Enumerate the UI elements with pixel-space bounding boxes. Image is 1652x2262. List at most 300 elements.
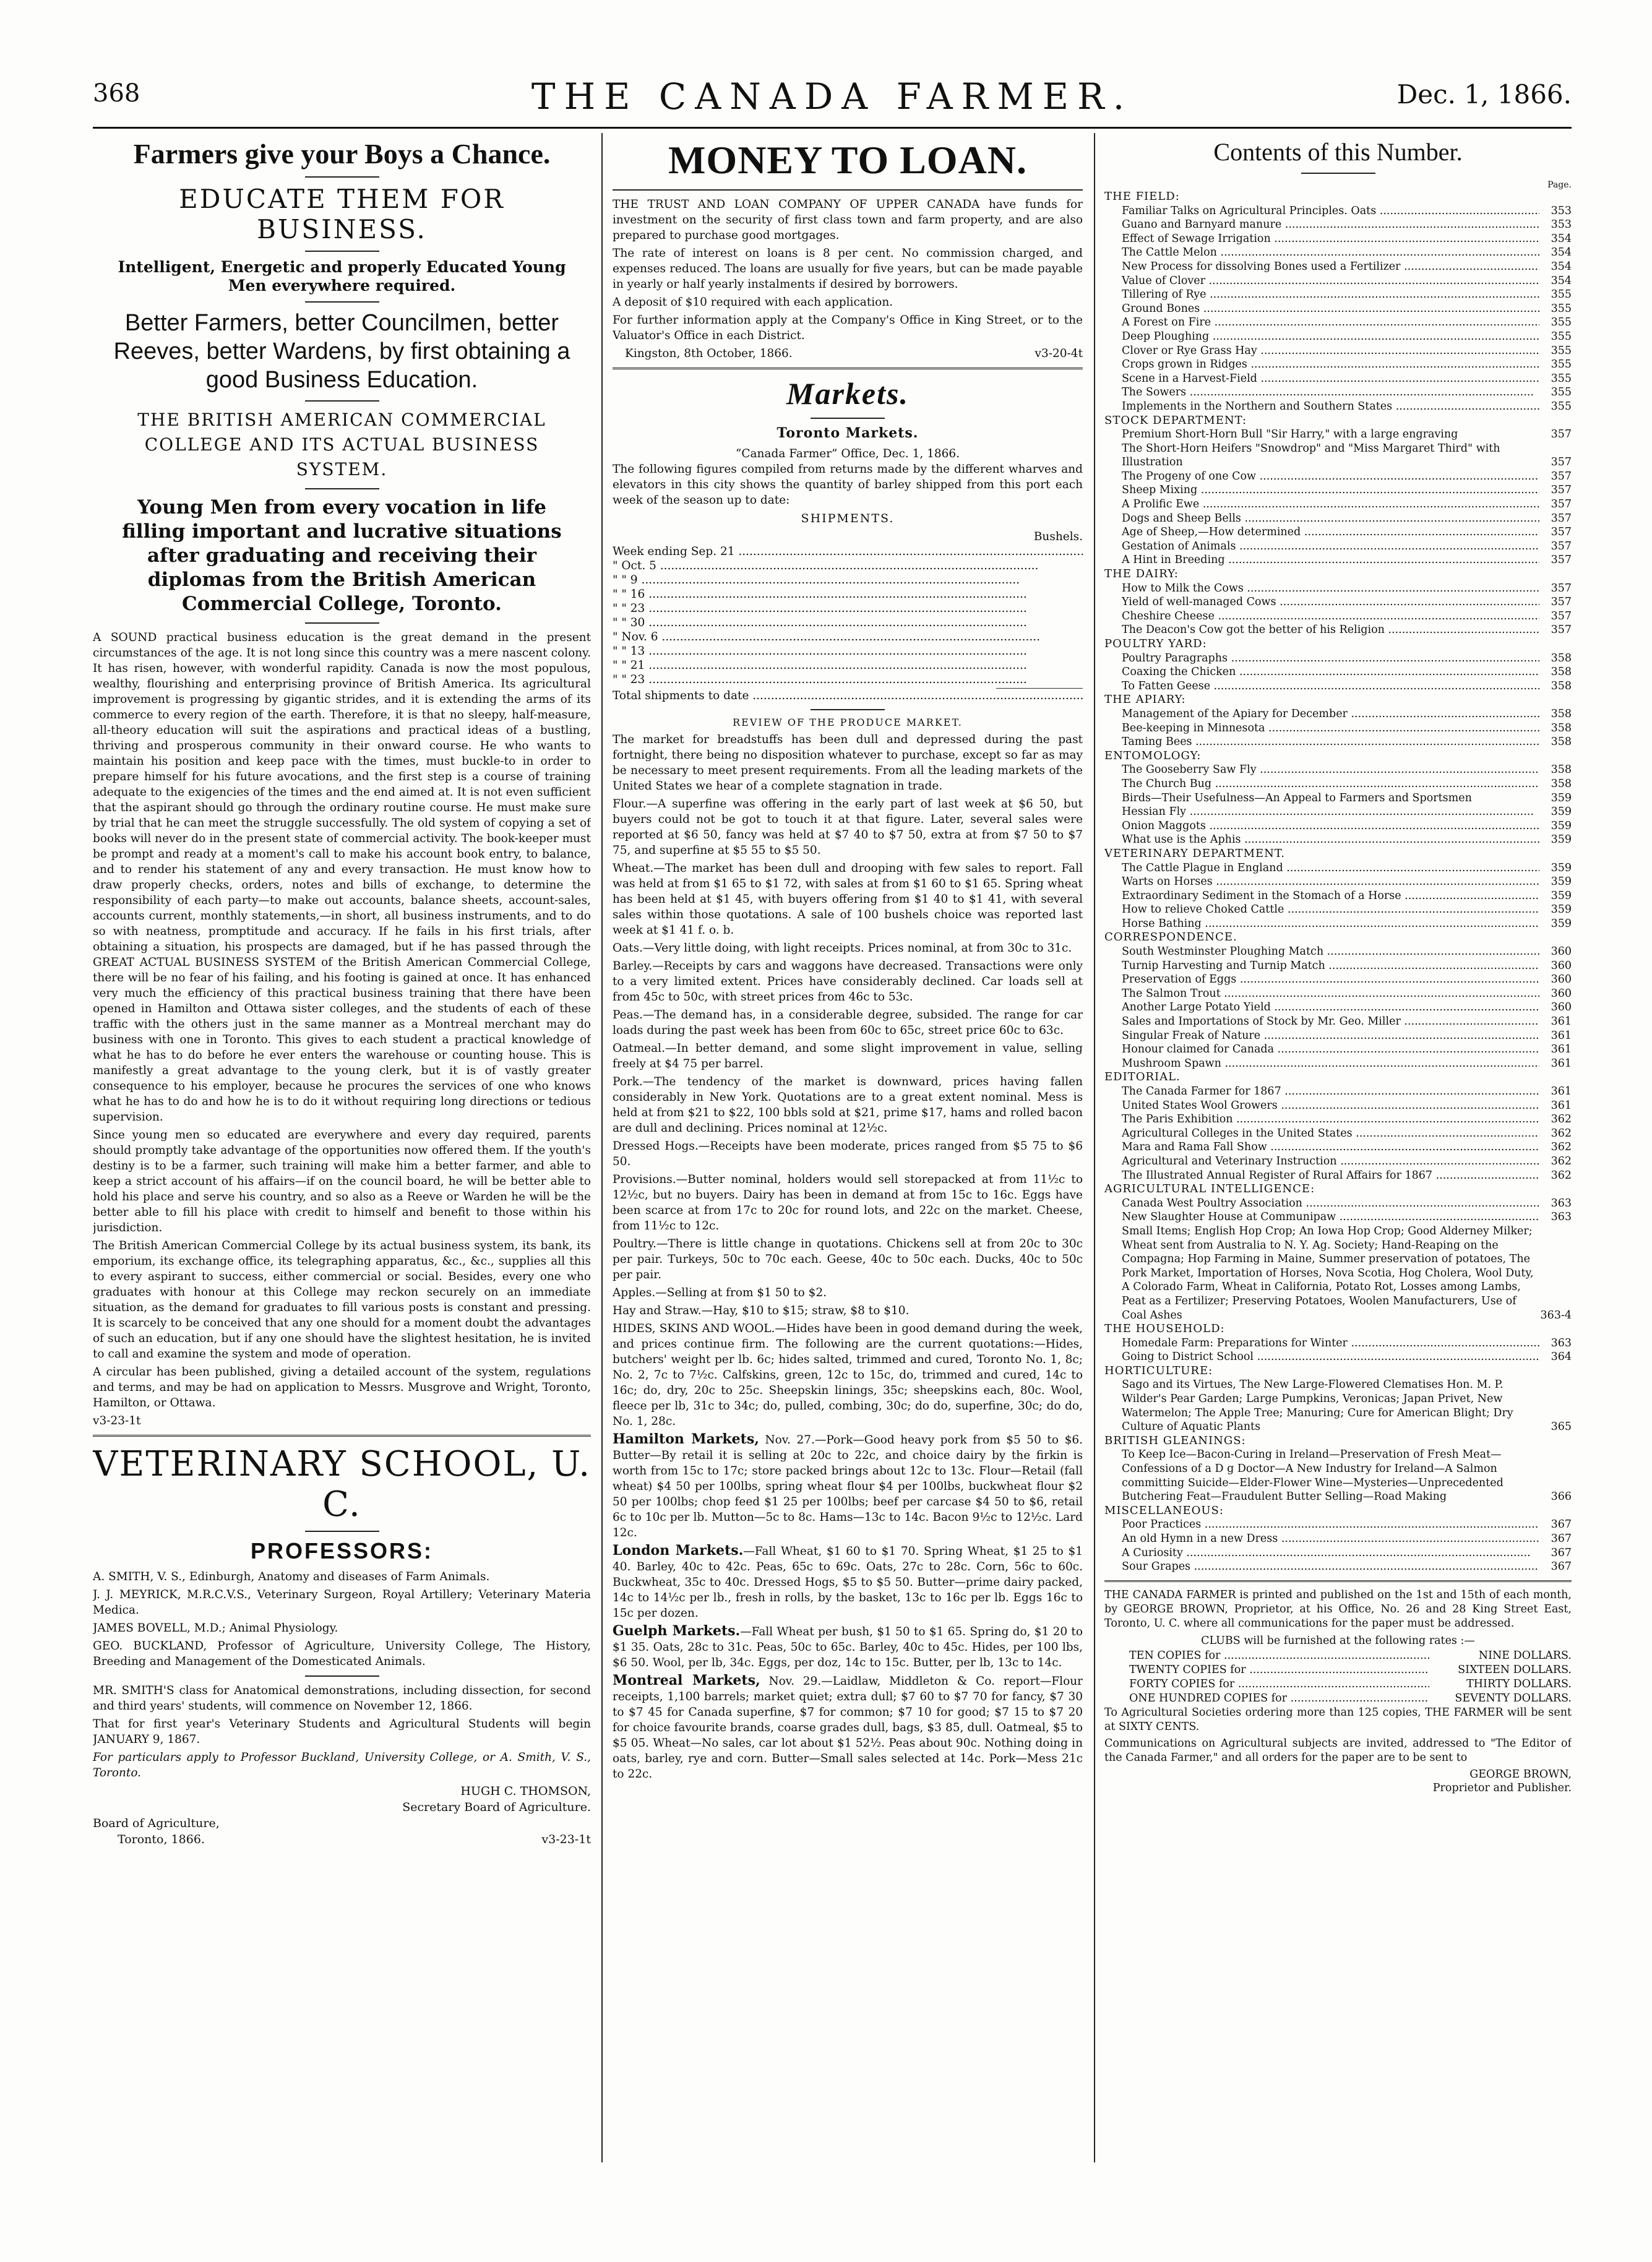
contents-entry-title: How to Milk the Cows ..... bbox=[1104, 582, 1539, 596]
contents-entry-title: Warts on Horses ..... bbox=[1104, 875, 1539, 889]
loan-paragraph: A deposit of $10 required with each application. bbox=[613, 296, 893, 309]
review-wheat: Wheat.—The market has been dull and drooping with few sales to report. Fall was held at from $1 65 to $1 72, with sales at from $1 60 to $1 65. Spring wheat has been held at $1 45, with buyers offering from $1 40 to $1 41, with several sales within those quotations. A sale of 100 bushels choice was reported last week at $1 41 f. o. b. bbox=[613, 862, 1083, 937]
contents-entry-title: The Cattle Plague in England ..... bbox=[1104, 861, 1539, 875]
review-apples: Apples.—Selling at from $1 50 to $2. bbox=[613, 1286, 827, 1299]
societies-note: To Agricultural Societies ordering more than 125 copies, THE FARMER will be sent at SIXTY CENTS. bbox=[1104, 1706, 1572, 1733]
divider bbox=[305, 622, 379, 624]
contents-section-heading: MISCELLANEOUS: bbox=[1104, 1503, 1224, 1517]
shipment-week: " " 23 ..... bbox=[613, 601, 1083, 616]
contents-entry-page: 355 bbox=[1551, 400, 1572, 413]
contents-entry-page: 361 bbox=[1551, 1029, 1572, 1042]
hamilton-markets bbox=[613, 1432, 1083, 1541]
contents-entry-title: Honour claimed for Canada ..... bbox=[1104, 1043, 1539, 1057]
table-row bbox=[613, 689, 1083, 703]
rate-copies: ONE HUNDRED COPIES for ..... bbox=[1104, 1692, 1429, 1706]
contents-section-heading: THE APIARY: bbox=[1104, 693, 1186, 707]
contents-entry-title: Sago and its Virtues, The New Large-Flowered Clematises Hon. M. P. Wilder's Pear Garden; Large Pumpkins, Veronicas; Japan Privet, New Watermelon; The Apple Tree; Manuring; Cure for American Blight; Dry Culture of Aquatic Plants bbox=[1122, 1378, 1513, 1434]
page-header bbox=[93, 75, 1572, 123]
review-paragraph: The market for breadstuffs has been dull and depressed during the past fortnight, there being no disposition whatever to purchase, except so far as may be necessary to meet present requirements. From all the leading markets of the United States we hear of a complete stagnation in trade. bbox=[613, 733, 1083, 793]
contents-entry-title: Birds—Their Usefulness—An Appeal to Farmers and Sportsmen bbox=[1122, 791, 1472, 804]
contents-entry-page: 359 bbox=[1551, 875, 1572, 888]
contents-entry-page: 362 bbox=[1551, 1141, 1572, 1154]
contents-entry-title: A Curiosity ..... bbox=[1104, 1546, 1539, 1560]
contents-entry-page: 357 bbox=[1551, 554, 1572, 567]
toronto-dateline: “Canada Farmer” Office, Dec. 1, 1866. bbox=[735, 447, 960, 460]
contents-section-heading: ENTOMOLOGY: bbox=[1104, 749, 1202, 762]
contents-entry-page: 355 bbox=[1551, 302, 1572, 315]
contents-entry bbox=[1104, 540, 1572, 554]
loan-paragraph: The rate of interest on loans is 8 per cent. No commission charged, and expenses reduced. The loans are usually for five years, but can be made payable in yearly or half yearly instalments if desired by borrowers. bbox=[613, 247, 1083, 291]
contents-entry bbox=[1104, 218, 1572, 232]
contents-entry-title: Guano and Barnyard manure ..... bbox=[1104, 218, 1539, 232]
review-peas: Peas.—The demand has, in a considerable degree, subsided. The range for car loads during the past week has been from 60c to 65c, street price 60c to 63c. bbox=[613, 1008, 1083, 1037]
educate-heading: EDUCATE THEM FOR BUSINESS. bbox=[179, 184, 505, 244]
contents-section-heading: THE FIELD: bbox=[1104, 190, 1180, 203]
publication-note: THE CANADA FARMER is printed and published on the 1st and 15th of each month, by GEORGE BROWN, Proprietor, at his Office, No. 26 and 28 King Street East, Toronto, U. C. where all communications for the paper must be addressed. bbox=[1104, 1588, 1572, 1630]
contents-entry-title: The Paris Exhibition ..... bbox=[1104, 1112, 1539, 1127]
contents-entry bbox=[1104, 385, 1572, 400]
contents-entry-page: 358 bbox=[1551, 666, 1572, 679]
contents-entry-page: 359 bbox=[1551, 819, 1572, 832]
publisher-name: GEORGE BROWN, bbox=[1469, 1768, 1572, 1781]
contents-entry-title: Tillering of Rye ..... bbox=[1104, 288, 1539, 302]
rate-row bbox=[1104, 1677, 1572, 1692]
contents-entry bbox=[1104, 1197, 1572, 1211]
contents-entry-title: Horse Bathing ..... bbox=[1104, 917, 1539, 931]
contents-entry-page: 357 bbox=[1551, 526, 1572, 539]
table-row bbox=[613, 644, 1083, 658]
contents-entry bbox=[1104, 274, 1572, 288]
contents-entry-title: Canada West Poultry Association ..... bbox=[1104, 1197, 1539, 1211]
contents-entry-page: 355 bbox=[1551, 330, 1572, 343]
contents-title: Contents of this Number. bbox=[1213, 138, 1463, 166]
contents-entry bbox=[1104, 1448, 1572, 1503]
contents-entry-page: 363 bbox=[1551, 1197, 1572, 1210]
contents-entry-page: 366 bbox=[1551, 1490, 1572, 1503]
contents-entry-title: The Progeny of one Cow ..... bbox=[1104, 470, 1539, 484]
contents-entry bbox=[1104, 525, 1572, 540]
contents-entry bbox=[1104, 917, 1572, 931]
contents-entry-page: 354 bbox=[1551, 274, 1572, 287]
contents-entry bbox=[1104, 805, 1572, 819]
contents-section-heading: HORTICULTURE: bbox=[1104, 1364, 1213, 1377]
contents-entry-title: Coaxing the Chicken ..... bbox=[1104, 665, 1539, 679]
rate-row bbox=[1104, 1663, 1572, 1677]
contents-entry-title: Familiar Talks on Agricultural Principles. Oats ..... bbox=[1104, 204, 1539, 218]
column-divider-2 bbox=[1094, 133, 1095, 2162]
money-to-loan-title: MONEY TO LOAN. bbox=[668, 138, 1027, 182]
contents-entry bbox=[1104, 400, 1572, 414]
contents-entry bbox=[1104, 889, 1572, 903]
professor-entry: JAMES BOVELL, M.D.; Animal Physiology. bbox=[93, 1622, 338, 1635]
divider bbox=[305, 301, 379, 303]
contents-entry-page: 353 bbox=[1551, 204, 1572, 217]
young-men-required: Intelligent, Energetic and properly Educated Young Men everywhere required. bbox=[118, 258, 566, 295]
contents-entry-page: 357 bbox=[1551, 456, 1572, 469]
contents-entry-page: 367 bbox=[1551, 1518, 1572, 1531]
contents-entry-title: The Canada Farmer for 1867 ..... bbox=[1104, 1085, 1539, 1099]
contents-entry-page: 355 bbox=[1551, 358, 1572, 371]
ad-reference: v3-20-4t bbox=[1035, 347, 1083, 360]
contents-entry-page: 359 bbox=[1551, 903, 1572, 916]
contents-entry-page: 361 bbox=[1551, 1099, 1572, 1112]
rate-copies: TEN COPIES for ..... bbox=[1104, 1649, 1429, 1663]
contents-section-heading: THE HOUSEHOLD: bbox=[1104, 1322, 1225, 1336]
divider bbox=[305, 1675, 379, 1677]
contents-entry bbox=[1104, 945, 1572, 959]
contents-entry-title: A Forest on Fire ..... bbox=[1104, 316, 1539, 330]
london-body: —Fall Wheat, $1 60 to $1 70. Spring Wheat, $1 25 to $1 40. Barley, 40c to 42c. Peas, 65c to 69c. Oats, 27c to 28c. Corn, 56c to 60c. Buckwheat, 35c to 40c. Dressed Hogs, $5 to $5 50. Butter—prime dairy packed, 14c to 14½c per lb., fresh in rolls, by the basket, 13c to 16c per lb. Eggs 16c to 15c per dozen. bbox=[613, 1545, 1083, 1620]
contents-entry bbox=[1104, 777, 1572, 791]
contents-entry-title: Agricultural and Veterinary Instruction ..... bbox=[1104, 1155, 1539, 1169]
review-oatmeal: Oatmeal.—In better demand, and some slight improvement in value, selling freely at $4 75 per barrel. bbox=[613, 1042, 1083, 1070]
review-hogs: Dressed Hogs.—Receipts have been moderate, prices ranged from $5 75 to $6 50. bbox=[613, 1140, 1083, 1168]
newspaper-title: THE CANADA FARMER. bbox=[531, 75, 1134, 118]
contents-entry-page: 359 bbox=[1551, 889, 1572, 902]
contents-entry bbox=[1104, 1532, 1572, 1546]
contents-entry-page: 362 bbox=[1551, 1155, 1572, 1168]
table-row bbox=[613, 616, 1083, 630]
contents-entry bbox=[1104, 330, 1572, 344]
table-row bbox=[613, 544, 1083, 559]
contents-entry bbox=[1104, 1518, 1572, 1532]
contents-entry-page: 360 bbox=[1551, 959, 1572, 972]
rate-price: SIXTEEN DOLLARS. bbox=[1458, 1663, 1572, 1676]
table-row bbox=[613, 673, 1083, 687]
contents-entry-title: How to relieve Choked Cattle ..... bbox=[1104, 903, 1539, 917]
shipment-week: " " 9 ..... bbox=[613, 573, 1083, 587]
contents-entry bbox=[1104, 721, 1572, 736]
contents-entry bbox=[1104, 1127, 1572, 1141]
header-rule bbox=[93, 127, 1572, 129]
contents-entry-title: The Short-Horn Heifers "Snowdrop" and "Miss Margaret Third" with Illustration bbox=[1122, 442, 1500, 469]
contents-entry bbox=[1104, 1112, 1572, 1127]
vet-paragraph: For particulars apply to Professor Buckland, University College, or A. Smith, V. S., Toronto. bbox=[93, 1751, 591, 1779]
contents-entry-page: 358 bbox=[1551, 777, 1572, 790]
contents-entry-page: 357 bbox=[1551, 498, 1572, 511]
bushels-label: Bushels. bbox=[1033, 530, 1083, 543]
contents-entry bbox=[1104, 1085, 1572, 1099]
contents-section-heading: VETERINARY DEPARTMENT. bbox=[1104, 846, 1285, 860]
loan-footer bbox=[613, 346, 1083, 361]
page-column-label: Page. bbox=[1547, 180, 1572, 190]
contents-entry bbox=[1104, 595, 1572, 609]
contents-entry-title: The Cattle Melon ..... bbox=[1104, 246, 1539, 260]
contents-entry-page: 367 bbox=[1551, 1560, 1572, 1573]
contents-entry-title: The Illustrated Annual Register of Rural Affairs for 1867 ..... bbox=[1104, 1169, 1539, 1183]
contents-entry-page: 367 bbox=[1551, 1533, 1572, 1545]
table-row bbox=[613, 587, 1083, 601]
contents-entry-page: 363-4 bbox=[1540, 1309, 1572, 1322]
contents-entry bbox=[1104, 1336, 1572, 1351]
divider bbox=[1301, 173, 1375, 174]
toronto-markets-heading: Toronto Markets. bbox=[777, 425, 919, 441]
guelph-body: —Fall Wheat per bush, $1 50 to $1 65. Spring do, $1 20 to $1 35. Oats, 28c to 31c. Peas, 50c to 65c. Barley, 40c to 45c. Hides, per 100 lbs, $6 50. Wool, per lb, 34c. Eggs, per doz, 14c to 15c. Butter, per lb, 13c to 14c. bbox=[613, 1625, 1083, 1669]
contents-entry-title: Crops grown in Ridges ..... bbox=[1104, 358, 1539, 372]
board-date-row bbox=[93, 1831, 591, 1847]
contents-entry-page: 360 bbox=[1551, 973, 1572, 986]
contents-section-heading: BRITISH GLEANINGS: bbox=[1104, 1434, 1246, 1447]
table-row bbox=[613, 630, 1083, 644]
publisher-title: Proprietor and Publisher. bbox=[1432, 1781, 1572, 1794]
contents-entry-title: Sales and Importations of Stock by Mr. Geo. Miller ..... bbox=[1104, 1015, 1539, 1029]
contents-entry-title: Preservation of Eggs ..... bbox=[1104, 973, 1539, 987]
contents-entry bbox=[1104, 707, 1572, 721]
contents-entry-title: Management of the Apiary for December ..... bbox=[1104, 707, 1539, 721]
contents-entry bbox=[1104, 1210, 1572, 1224]
review-flour: Flour.—A superfine was offering in the early part of last week at $6 50, but buyers could not be got to touch it at that figure. Later, several sales were reported at $6 50, fancy was held at $7 40 to $7 50, extra at from $7 50 to $7 75, and superfine at $5 55 to $5 50. bbox=[613, 798, 1083, 857]
contents-entry bbox=[1104, 652, 1572, 666]
contents-entry bbox=[1104, 735, 1572, 749]
shipments-table bbox=[613, 544, 1083, 687]
contents-entry-page: 355 bbox=[1551, 288, 1572, 301]
contents-entry bbox=[1104, 959, 1572, 973]
divider bbox=[613, 189, 1083, 191]
contents-entry-title: New Slaughter House at Communipaw ..... bbox=[1104, 1210, 1539, 1224]
contents-entry-page: 362 bbox=[1551, 1169, 1572, 1182]
contents-entry-title: The Gooseberry Saw Fly ..... bbox=[1104, 763, 1539, 777]
contents-entry-title: The Salmon Trout ..... bbox=[1104, 987, 1539, 1001]
column-divider-1 bbox=[601, 133, 603, 2162]
contents-entry-title: To Fatten Geese ..... bbox=[1104, 679, 1539, 694]
table-row bbox=[613, 573, 1083, 587]
contents-entry-title: Sheep Mixing ..... bbox=[1104, 483, 1539, 497]
contents-entry-title: Implements in the Northern and Southern States ..... bbox=[1104, 400, 1539, 414]
divider bbox=[305, 488, 379, 489]
montreal-markets bbox=[613, 1673, 1083, 1782]
contents-entry-title: Yield of well-managed Cows ..... bbox=[1104, 595, 1539, 609]
professor-entry: A. SMITH, V. S., Edinburgh, Anatomy and diseases of Farm Animals. bbox=[93, 1570, 490, 1583]
contents-section-heading: STOCK DEPARTMENT: bbox=[1104, 413, 1247, 427]
contents-entry bbox=[1104, 1546, 1572, 1560]
contents-entry bbox=[1104, 316, 1572, 330]
contents-entry-title: What use is the Aphis ..... bbox=[1104, 833, 1539, 847]
contents-entry-title: United States Wool Growers ..... bbox=[1104, 1099, 1539, 1113]
hamilton-heading: Hamilton Markets, bbox=[613, 1431, 759, 1447]
professor-entry: J. J. MEYRICK, M.R.C.V.S., Veterinary Surgeon, Royal Artillery; Veterinary Materia Medica. bbox=[93, 1588, 591, 1617]
ad-reference: v3-23-1t bbox=[93, 1414, 141, 1427]
board-location bbox=[93, 1815, 591, 1831]
loan-date: Kingston, 8th October, 1866. bbox=[625, 347, 793, 360]
contents-entry-title: Turnip Harvesting and Turnip Match ..... bbox=[1104, 959, 1539, 973]
contents-entry-title: South Westminster Ploughing Match ..... bbox=[1104, 945, 1539, 959]
contents-entry-page: 355 bbox=[1551, 386, 1572, 399]
contents-entry-page: 357 bbox=[1551, 540, 1572, 553]
contents-entry-title: Going to District School ..... bbox=[1104, 1350, 1539, 1364]
contents-entry-title: To Keep Ice—Bacon-Curing in Ireland—Preservation of Fresh Meat—Confessions of a D g Doctor—A New Industry for Ireland—A Salmon committing Suicide—Elder-Flower Wine—Mysteries—Unprecedented Butchering Feat—Fraudulent Butter Selling—Road Making bbox=[1122, 1448, 1504, 1503]
contents-section-heading: POULTRY YARD: bbox=[1104, 637, 1207, 650]
contents-entry bbox=[1104, 442, 1572, 470]
college-paragraph: Since young men so educated are everywhere and every day required, parents should promptly take advantage of the opportunities now offered them. If the youth's destiny is to be a farmer, such training will make him a better farmer, and able to keep a strict account of his affairs—if on the council board, he will be better able to hold his place and serve his country, and so also as a Reeve or Warden he will be the better able to fill his place with credit to himself and benefit to those within his jurisdiction. bbox=[93, 1129, 591, 1234]
contents-entry bbox=[1104, 875, 1572, 889]
contents-entry-page: 363 bbox=[1551, 1336, 1572, 1349]
section-divider bbox=[93, 1435, 591, 1437]
london-heading: London Markets. bbox=[613, 1542, 744, 1559]
contents-entry-title: Hessian Fly ..... bbox=[1104, 805, 1539, 819]
contents-entry bbox=[1104, 791, 1572, 806]
shipments-heading: SHIPMENTS. bbox=[801, 512, 895, 525]
contents-entry bbox=[1104, 428, 1572, 442]
column-money-and-markets bbox=[613, 137, 1083, 2179]
contents-entry-title: New Process for dissolving Bones used a Fertilizer ..... bbox=[1104, 260, 1539, 274]
issue-date: Dec. 1, 1866. bbox=[1396, 79, 1572, 110]
contents-entry-page: 360 bbox=[1551, 987, 1572, 1000]
college-paragraph: A SOUND practical business education is the great demand in the present circumstances of the age. It is not long since this country was a mere nascent colony. It has risen, however, with wonderful rapidity. Canada is now the most populous, wealthy, flourishing and enterprising province of British America. Its agricultural improvement is progressing by gigantic strides, and it is extending the arms of its commerce to every region of the earth. Therefore, it is that no sleepy, half-measure, all-theory education will suit the aspirations and practical ideas of a bustling, thriving and prosperous community in their onward course. He who wants to maintain his position and keep pace with the times, must buckle-to in order to prepare himself for his future avocations, and the first step is a course of training adequate to the exigencies of the times and the end aimed at. It is not even sufficient that the aspirant should go through the ordinary routine course. He must make sure by trial that he can meet the struggle successfully. The old system of copying a set of books will never do in the present state of commercial activity. The book-keeper must be prompt and ready at a moment's call to make his account book entry, to balance, and to render his statement of any and every transaction. He must know how to draw properly checks, orders, notes and bills of exchange, to determine the responsibility of each party—to make out accounts, balance sheets, account-sales, accounts current, monthly statements,—in short, all business instruments, and to do so with neatness, promptitude and accuracy. If he fails in his first trials, after obtaining a situation, his prospects are damaged, but if he has passed through the GREAT ACTUAL BUSINESS SYSTEM of the British American Commercial College, there will be no fear of his failing, and his footing is gained at once. It has enhanced very much the efficiency of this practical business training that there have been opened in Hamilton and Ottawa sister colleges, and the students of each of these traffic with the others just in the same manner as a Montreal merchant may do business with one in Toronto. This gives to each student a practical knowledge of what he has to do before he ever enters the warehouse or counting house. This is manifestly a great advantage to the young clerk, but it is of vastly greater consequence to his employer, because he procures the services of one who knows what he has to do and how he is to do it without requiring long directions or tedious supervision. bbox=[93, 631, 591, 1124]
contents-entry bbox=[1104, 232, 1572, 246]
contents-entry-page: 367 bbox=[1551, 1546, 1572, 1559]
contents-entry-title: Premium Short-Horn Bull "Sir Harry," with a large engraving bbox=[1122, 428, 1458, 441]
contents-entry-title: Age of Sheep,—How determined ..... bbox=[1104, 525, 1539, 540]
shipment-week: " " 16 ..... bbox=[613, 587, 1083, 601]
rate-price: THIRTY DOLLARS. bbox=[1466, 1677, 1572, 1690]
contents-entry-title: The Church Bug ..... bbox=[1104, 777, 1539, 791]
contents-entry-page: 358 bbox=[1551, 707, 1572, 720]
college-ad-heading: Farmers give your Boys a Chance. bbox=[133, 138, 551, 170]
contents-entry-title: A Prolific Ewe ..... bbox=[1104, 497, 1539, 512]
club-rates bbox=[1104, 1649, 1572, 1706]
guelph-heading: Guelph Markets. bbox=[613, 1623, 741, 1639]
contents-entry-page: 361 bbox=[1551, 1015, 1572, 1028]
contents-entry-page: 354 bbox=[1551, 246, 1572, 259]
contents-entry bbox=[1104, 1378, 1572, 1434]
divider bbox=[811, 709, 885, 710]
contents-entry-page: 358 bbox=[1551, 679, 1572, 692]
contents-section-heading: THE DAIRY: bbox=[1104, 567, 1179, 581]
contents-entry-page: 359 bbox=[1551, 833, 1572, 846]
review-heading: REVIEW OF THE PRODUCE MARKET. bbox=[733, 716, 963, 728]
toronto-intro: The following figures compiled from returns made by the different wharves and elevators in this city shows the quantity of barley shipped from this port each week of the season up to date: bbox=[613, 463, 1083, 507]
contents-entry-page: 357 bbox=[1551, 582, 1572, 595]
page-number: 368 bbox=[93, 79, 140, 108]
contents-entry bbox=[1104, 358, 1572, 372]
contents-entry-title: Onion Maggots ..... bbox=[1104, 819, 1539, 833]
shipment-week: " Nov. 6 ..... bbox=[613, 630, 1083, 644]
vet-paragraph: MR. SMITH'S class for Anatomical demonstrations, including dissection, for second and third years' students, will commence on November 12, 1866. bbox=[93, 1684, 591, 1713]
college-paragraph: The British American Commercial College by its actual business system, its bank, its emporium, its exchange office, its telegraphing apparatus, &c., &c., supplies all this to every aspirant to success, either commercial or social. Besides, every one who graduates with honour at this College may reckon securely on an immediate situation, as the demand for graduates to fill various posts is constant and pressing. It is scarcely to be conceived that any one should for a moment doubt the advantages of such an education, but if any one should have the slightest hesitation, he is invited to call and examine the system and mode of operation. bbox=[93, 1239, 591, 1361]
contents-entry-page: 357 bbox=[1551, 624, 1572, 637]
professor-entry: GEO. BUCKLAND, Professor of Agriculture, University College, The History, Breeding and Management of the Domesticated Animals. bbox=[93, 1640, 591, 1668]
contents-entry-title: Sour Grapes ..... bbox=[1104, 1560, 1539, 1574]
rate-row bbox=[1104, 1649, 1572, 1663]
contents-entry-page: 359 bbox=[1551, 917, 1572, 930]
contents-entry-page: 365 bbox=[1551, 1421, 1572, 1434]
review-oats: Oats.—Very little doing, with light receipts. Prices nominal, at from 30c to 31c. bbox=[613, 942, 1072, 955]
contents-entry bbox=[1104, 1057, 1572, 1071]
contents-entry-page: 360 bbox=[1551, 945, 1572, 958]
ad-reference: v3-23-1t bbox=[541, 1833, 591, 1846]
contents-entry bbox=[1104, 497, 1572, 512]
college-paragraph: A circular has been published, giving a detailed account of the system, regulations and terms, and may be had on application to Messrs. Musgrove and Wright, Toronto, Hamilton, or Ottawa. bbox=[93, 1365, 591, 1409]
contents-entry bbox=[1104, 903, 1572, 917]
contents-entry bbox=[1104, 1140, 1572, 1155]
contents-entry bbox=[1104, 1155, 1572, 1169]
contents-entry bbox=[1104, 833, 1572, 847]
contents-entry-title: Ground Bones ..... bbox=[1104, 302, 1539, 316]
shipment-week: " " 13 ..... bbox=[613, 644, 1083, 658]
professors-heading: PROFESSORS: bbox=[250, 1538, 434, 1563]
contents-entry bbox=[1104, 1224, 1572, 1322]
shipment-week: " " 30 ..... bbox=[613, 616, 1083, 630]
contents-entry-title: Poultry Paragraphs ..... bbox=[1104, 652, 1539, 666]
section-divider bbox=[613, 368, 1083, 369]
review-poultry: Poultry.—There is little change in quotations. Chickens sell at from 20c to 30c per pair. Turkeys, 50c to 70c each. Geese, 40c to 50c each. Ducks, 40c to 50c per pair. bbox=[613, 1237, 1083, 1281]
review-provisions: Provisions.—Butter nominal, holders would sell storepacked at from 11½c to 12½c, but no buyers. Dairy has been in demand at from 15c to 16c. Eggs have been scarce at from 17c to 20c for round lots, and 22c on the market. Cheese, from 11½c to 12c. bbox=[613, 1173, 1083, 1232]
contents-entry bbox=[1104, 470, 1572, 484]
contents-entry bbox=[1104, 819, 1572, 833]
contents-entry-title: Clover or Rye Grass Hay ..... bbox=[1104, 344, 1539, 358]
divider bbox=[305, 400, 379, 402]
contents-entry bbox=[1104, 763, 1572, 777]
contents-entry bbox=[1104, 512, 1572, 526]
contents-entry-page: 359 bbox=[1551, 806, 1572, 819]
contents-entry-title: Extraordinary Sediment in the Stomach of a Horse ..... bbox=[1104, 889, 1539, 903]
contents-entry-page: 360 bbox=[1551, 1001, 1572, 1014]
contents-entry-page: 354 bbox=[1551, 260, 1572, 273]
contents-entry bbox=[1104, 973, 1572, 987]
contents-entry bbox=[1104, 987, 1572, 1001]
contents-entry-title: The Deacon's Cow got the better of his Religion ..... bbox=[1104, 623, 1539, 637]
review-hay: Hay and Straw.—Hay, $10 to $15; straw, $8 to $10. bbox=[613, 1304, 910, 1317]
contents-entry-title: Effect of Sewage Irrigation ..... bbox=[1104, 232, 1539, 246]
contents-entry bbox=[1104, 609, 1572, 624]
contents-entry bbox=[1104, 1015, 1572, 1029]
contents-entry-title: The Sowers ..... bbox=[1104, 385, 1539, 400]
contents-entry-title: Another Large Potato Yield ..... bbox=[1104, 1000, 1539, 1015]
contents-entry-page: 353 bbox=[1551, 218, 1572, 231]
review-hides: HIDES, SKINS AND WOOL.—Hides have been in good demand during the week, and prices continue firm. The following are the current quotations:—Hides, butchers' weight per lb. 6c; hides salted, trimmed and cured, Toronto No. 1, 8c; No. 2, 7c to 7½c. Calfskins, green, 12c to 15c, do, trimmed and cured, 14c to 16c; do, dry, 20c to 25c. Sheepskin linings, 35c; sheepskins each, 80c. Wool, fleece per lb, 31c to 34c; do, pulled, combing, 30c; do do, superfine, 30c; do do, No. 1, 28c. bbox=[613, 1322, 1083, 1428]
montreal-heading: Montreal Markets, bbox=[613, 1672, 760, 1688]
contents-entry-title: An old Hymn in a new Dress ..... bbox=[1104, 1532, 1539, 1546]
section-divider bbox=[1104, 1580, 1572, 1582]
contents-entry-title: Mushroom Spawn ..... bbox=[1104, 1057, 1539, 1071]
contents-section-heading: CORRESPONDENCE. bbox=[1104, 931, 1237, 944]
shipment-week: " " 23 ..... bbox=[613, 673, 1083, 687]
london-markets bbox=[613, 1543, 1083, 1621]
contents-entry bbox=[1104, 302, 1572, 316]
total-label: Total shipments to date ..... bbox=[613, 689, 1083, 703]
contents-entry-page: 361 bbox=[1551, 1057, 1572, 1070]
divider bbox=[305, 1531, 379, 1532]
divider bbox=[811, 418, 885, 419]
contents-entry-page: 363 bbox=[1551, 1211, 1572, 1224]
contents-entry-page: 357 bbox=[1551, 470, 1572, 483]
contents-entry-title: Taming Bees ..... bbox=[1104, 735, 1539, 749]
contents-section-heading: AGRICULTURAL INTELLIGENCE: bbox=[1104, 1182, 1315, 1196]
contents-entry-page: 358 bbox=[1551, 721, 1572, 734]
shipment-week: " Oct. 5 ..... bbox=[613, 559, 1083, 573]
contents-entry bbox=[1104, 204, 1572, 218]
contents-entry-page: 358 bbox=[1551, 736, 1572, 749]
markets-title: Markets. bbox=[786, 376, 909, 411]
contents-entry-page: 355 bbox=[1551, 372, 1572, 385]
rate-copies: TWENTY COPIES for ..... bbox=[1104, 1663, 1429, 1677]
loan-paragraph: For further information apply at the Company's Office in King Street, or to the Valuator's Office in each District. bbox=[613, 314, 1083, 342]
rate-price: NINE DOLLARS. bbox=[1478, 1649, 1572, 1662]
contents-entry bbox=[1104, 679, 1572, 694]
british-college-heading: THE BRITISH AMERICAN COMMERCIAL COLLEGE AND ITS ACTUAL BUSINESS SYSTEM. bbox=[137, 410, 546, 479]
guelph-markets bbox=[613, 1623, 1083, 1671]
contents-entry-page: 359 bbox=[1551, 861, 1572, 874]
shipment-week: " " 21 ..... bbox=[613, 658, 1083, 673]
contents-entry-title: Small Items; English Hop Crop; An Iowa Hop Crop; Good Alderney Milker; Wheat sent from Australia to N. Y. Ag. Society; Hand-Reaping on the Compagna; Hop Farming in Maine, Summer preservation of potatoes, The Pork Market, Importation of Horses, Nova Scotia, Hog Cholera, Wool Duty, A Colorado Farm, Wheat in California, Potato Rot, Losses among Lambs, Peat as a Fertilizer; Preserving Potatoes, Woolen Manufacturers, Use of Coal Ashes bbox=[1122, 1224, 1534, 1322]
loan-paragraph: THE TRUST AND LOAN COMPANY OF UPPER CANADA have funds for investment on the security of first class town and farm property, and are also prepared to purchase good mortgages. bbox=[613, 198, 1083, 242]
contents-entry bbox=[1104, 344, 1572, 358]
signature-title: Secretary Board of Agriculture. bbox=[402, 1800, 591, 1814]
contents-entry bbox=[1104, 288, 1572, 302]
contents-entry-page: 354 bbox=[1551, 232, 1572, 245]
table-row bbox=[613, 601, 1083, 616]
rate-row bbox=[1104, 1692, 1572, 1706]
